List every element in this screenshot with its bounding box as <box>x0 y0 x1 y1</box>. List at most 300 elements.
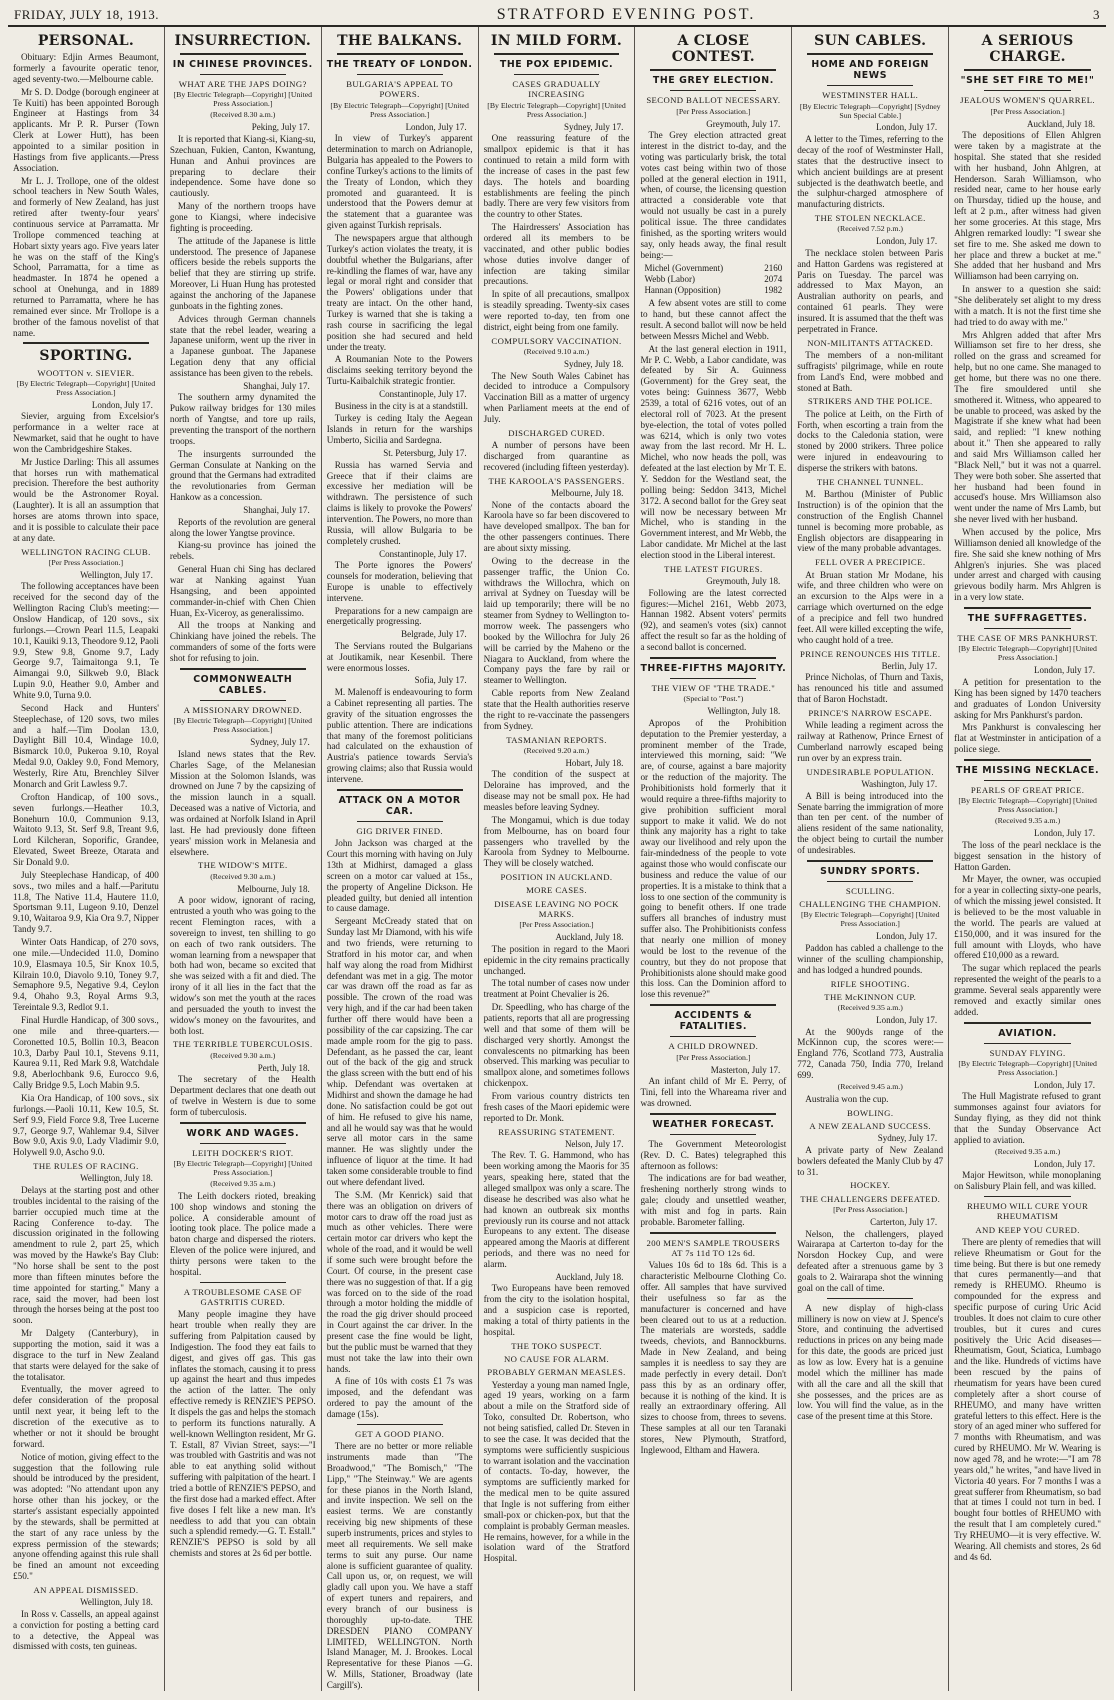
article-heading: REASSURING STATEMENT. <box>498 1126 615 1137</box>
article-paragraph: In answer to a question she said: "She deliberately set alight to my dress with a match. It is not the first time she had tried to do away with me." <box>954 284 1102 327</box>
dateline: Wellington, July 17. <box>80 569 153 580</box>
wire-credit: [By Electric Telegraph—Copyright] [United Press Association.] <box>173 1159 313 1177</box>
column-rule <box>984 90 1071 91</box>
wire-credit: (Received 9.20 a.m.) <box>523 745 590 755</box>
article-paragraph: In view of Turkey's apparent determination to march on Adrianople, Bulgaria has appealed to the Powers to confine Turkey's actions to the limits of the Treaty of London, which they promoted and guaranteed. It is understood that the Powers demur at the statement that a guarantee was given against Turkish reprisals. <box>326 133 473 231</box>
column-rule <box>670 678 756 679</box>
article-paragraph: A letter to the Times, referring to the decay of the roof of Westminster Hall, states that the destructive insect to which ancient buildings are at present subjected is the deathwatch beetle, and the sulphur-charged atmosphere of manufacturing districts. <box>797 134 944 210</box>
article-heading: GET A GOOD PIANO. <box>355 1428 445 1439</box>
wire-credit: [By Electric Telegraph—Copyright] [Sydney Sun Special Cable.] <box>799 101 941 120</box>
article-paragraph: A private party of New Zealand bowlers defeated the Manly Club by 47 to 31. <box>797 1144 944 1177</box>
article-paragraph: A new display of high-class millinery is now on view at J. Spence's Store, and continuing the advertised reductions in prices on any being made for this date, the goods are priced just as low as low. Every hat is a genuine model which the milliner has made with all the care and all the skill that she possesses, and the prices are as low. You will find the value, as in the case of the present time at this Store. <box>797 1302 944 1422</box>
article-paragraph: Paddon has cabled a challenge to the winner of the sculling championship, and has lodged a hundred pounds. <box>797 942 944 975</box>
article-paragraph: The police at Leith, on the Firth of Forth, when escorting a train from the docks to the Caledonia station, were stoned by 2000 strikers. Three police were injured in endeavouring to disperse the strikers with batons. <box>797 408 944 474</box>
subheading: "SHE SET FIRE TO ME!" <box>960 75 1095 87</box>
column-rule <box>357 1424 443 1425</box>
dateline: London, July 17. <box>1034 1079 1096 1090</box>
article-heading: FELL OVER A PRECIPICE. <box>815 557 926 568</box>
dateline: Auckland, July 18. <box>1027 118 1096 129</box>
wire-credit: [By Electric Telegraph—Copyright] [United Press Association.] <box>958 1058 1097 1077</box>
article-heading: BOWLING. <box>847 1107 894 1118</box>
candidate-votes: 2160 <box>764 263 783 274</box>
article-paragraph: The Servians routed the Bulgarians at Joutikamik, near Kesenbil. There were enormous losses. <box>326 640 473 673</box>
article-heading: COMPULSORY VACCINATION. <box>491 335 622 346</box>
wire-credit: [Per Press Association.] <box>990 106 1065 116</box>
subheading: THE SUFFRAGETTES. <box>967 613 1088 625</box>
wire-credit: [Per Press Association.] <box>519 920 594 930</box>
article-paragraph: M. Malenoff is endeavouring to form a Cabinet representing all parties. The gravity of the situation engrosses the public attention. There are indications that many of the foremost politicians had calculated on the exhaustion of Austria's patience towards Servia's growing claims; also that Russia would intervene. <box>326 687 473 784</box>
article-paragraph: The total number of cases now under treatment at Point Chevalier is 26. <box>483 978 630 1000</box>
article-paragraph: Eventually, the mover agreed to defer consideration of the proposal until next year, it being left to the discretion of the executive as to whether or not it should be brought forward. <box>13 1384 159 1449</box>
section-heading: IN MILD FORM. <box>490 33 623 49</box>
column-rule <box>200 1143 286 1144</box>
dateline: London, July 17. <box>405 121 467 132</box>
article-paragraph: At the 900yds range of the McKinnon cup, the scores were:—England 776, Scotland 773, Australia 772, Canada 750, India 770, Ireland 699. <box>797 1026 944 1081</box>
column-7 <box>949 27 1106 1691</box>
article-paragraph: Reports of the revolution are general along the lower Yangtse province. <box>169 516 316 538</box>
candidate-name: Michel (Government) <box>644 263 724 274</box>
article-paragraph: Advices through German channels state that the rebel leader, wearing a Japanese uniform, went up the river in a Japanese gunboat. The Japanese Legation deny that any official assistance has been given to the rebels. <box>169 313 316 378</box>
article-paragraph: Delays at the starting post and other troubles incidental to the raising of the barrier occupied much time at the Racing Conference to-day. The discussion originated in the following amendment to rule 2, part 25, which was moved by the Hawke's Bay Club: "No horse shall be sent to the post more than fifteen minutes before the time appointed for starting." Many a race, said the mover, had been lost through the horses being at the post too soon. <box>13 1185 159 1326</box>
article-heading: PEARLS OF GREAT PRICE. <box>970 785 1085 796</box>
article-paragraph: The loss of the pearl necklace is the biggest sensation in the history of Hatton Garden. <box>954 839 1102 872</box>
dateline: Hobart, July 18. <box>565 757 624 768</box>
article-paragraph: There are no better or more reliable instruments made than "The Broadwood," "The Bomisch," "The Lipp," "The Steinway." We are agents for these pianos in the North Island, and invite inspection. We sell on the easiest terms. We are constantly receiving big new shipments of these superb instruments, prices and styles to meet all requirements. We sell make terms to suit any purse. Our name alone is sufficient guarantee of quality. Call upon us, or, on request, we will gladly call upon you. We have a staff of expert tuners and repairers, and every branch of our business is thoroughly up-to-date. THE DRESDEN PIANO COMPANY LIMITED, WELLINGTON. North Island Manager, M. J. Brookes. Local Representative for these Pianos —G. W. Mills, Stationer, Broadway (late Cargill's). <box>326 1441 473 1690</box>
article-heading: THE TOKO SUSPECT. <box>511 1340 602 1351</box>
article-paragraph: The S.M. (Mr Kenrick) said that there was an obligation on drivers of motor cars to draw off the road just as much as other vehicles. There were certain motor car drivers who kept the whole of the road, and it would be well if some such were brought before the Court. Of course, in the present case there was no suggestion of that. If a gig was forced on to the side of the road through a motor holding the middle of the road the gig driver should proceed in Court against the car driver. In the present case the fine would be light, but the public must be warned that they must not take the law into their own hands. <box>326 1189 473 1374</box>
dateline: Nelson, July 17. <box>564 1138 624 1149</box>
article-paragraph: Following are the latest corrected figures:—Michel 2161, Webb 2073, Hannan 1982. Absent voters' permits (92), and seamen's votes (six) cannot affect the result so far as the holding of a second ballot is concerned. <box>640 587 787 653</box>
poll-row <box>640 285 786 296</box>
article-paragraph: A few absent votes are still to come to hand, but these cannot affect the result. A second ballot will now be held between Messrs Michel and Webb. <box>640 298 787 341</box>
article-heading: STRIKERS AND THE POLICE. <box>807 396 933 407</box>
article-paragraph: Russia has warned Servia and Greece that if their claims are excessive her mediation will be withdrawn. The persistence of such claims is likely to provoke the Powers' intervention. The Powers, no more than Russia, will allow Bulgaria to be completely crushed. <box>326 459 473 546</box>
article-heading: RIFLE SHOOTING. <box>830 978 910 989</box>
article-paragraph: Cable reports from New Zealand state that the Health authorities reserve the right to re-vaccinate the passengers from Sydney. <box>483 688 630 731</box>
article-paragraph: Prince Nicholas, of Thurn and Taxis, has renounced his title and assumed that of Baron Hochstadt. <box>797 672 944 705</box>
subheading: THE GREY ELECTION. <box>652 75 774 87</box>
dateline: Berlin, July 17. <box>881 660 938 671</box>
poll-row <box>640 263 786 274</box>
wire-credit: (Received 9.35 a.m.) <box>210 1178 276 1188</box>
article-paragraph: The Hairdressers' Association has ordered all its members to be vaccinated, and other public bodies whose duties involve danger of infection are taking similar precautions. <box>483 222 630 287</box>
article-heading: THE CHANNEL TUNNEL. <box>816 476 924 487</box>
article-paragraph: The position in regard to the Maori epidemic in the city remains practically unchanged. <box>483 943 630 976</box>
masthead <box>8 6 1106 27</box>
dateline: London, July 17. <box>1034 828 1096 839</box>
article-heading: A CHILD DROWNED. <box>668 1041 759 1052</box>
dateline: Melbourne, July 18. <box>550 487 624 498</box>
article-paragraph: A poor widow, ignorant of racing, entrusted a youth who was going to the recent Flemington races, with a sovereign to invest, ten shilling to go on each of two rank outsiders. The woman learning from a newspaper that both had won, became so excited that she was seized with a fit and died. The irony of it all lies in the fact that the widow's son met the youth at the races and persuaded the youth to invest the widow's money on the favourites, and both lost. <box>169 895 316 1036</box>
subheading: SUNDRY SPORTS. <box>820 865 921 877</box>
wire-credit: [By Electric Telegraph—Copyright] [United Press Association.] <box>487 100 626 119</box>
wire-credit: (Received 8.30 a.m.) <box>210 110 276 120</box>
column-rule <box>23 342 149 344</box>
article-paragraph: At Bruan station Mr Modane, his wife, and three children who were on an excursion to the Alps were in a carriage which overturned on the edge of a precipice and fell two hundred feet. All were killed excepting the wife, who caught hold of a tree. <box>797 569 944 645</box>
article-heading: THE VIEW OF "THE TRADE." <box>651 683 776 693</box>
column-rule <box>357 821 443 822</box>
section-heading: SUN CABLES. <box>814 33 927 49</box>
article-heading: MORE CASES. <box>526 885 587 896</box>
dateline: London, July 17. <box>91 399 153 410</box>
article-paragraph: Mrs Ahlgren added that after Mrs Williamson set fire to her dress, she rolled on the grass and screamed for help, but no one came. She managed to get home, but there was no one there. The fire smouldered until she smothered it. Witness, who appeared to be unable to proceed, was asked by the Magistrate if she knew what had been said, and replied: "I knew nothing about it." Then she appeared to rally and said Mrs Williamson called her "Black Nell," but it was not a quarrel. They were both sober. She asserted that her husband had been found in accused's house. Mrs Williamson also went under the name of Mrs Lamb, but she never lived with her husband. <box>954 329 1102 525</box>
dateline: Perth, July 18. <box>257 1062 310 1073</box>
column-rule <box>180 1122 306 1124</box>
article-heading: WHAT ARE THE JAPS DOING? <box>178 79 307 90</box>
article-paragraph: The members of a non-militant suffragists' pilgrimage, while en route from Land's End, were mobbed and stoned at Bath. <box>797 350 944 393</box>
article-heading: SUNDAY FLYING. <box>989 1047 1066 1058</box>
article-paragraph: Sievier, arguing from Excelsior's performance in a welter race at Newmarket, said that he ought to have won the Cambridgeshire Stakes. <box>13 411 159 454</box>
column-rule <box>670 1134 756 1135</box>
wire-credit: (Received 9.45 a.m.) <box>837 1081 903 1091</box>
article-heading: TASMANIAN REPORTS. <box>506 734 607 745</box>
column-rule <box>964 69 1091 71</box>
article-heading: NON-MILITANTS ATTACKED. <box>807 337 934 348</box>
section-heading: INSURRECTION. <box>174 33 312 49</box>
subheading: ATTACK ON A MOTOR CAR. <box>338 794 461 817</box>
wire-credit: [Per Press Association.] <box>676 106 751 116</box>
article-heading: BULGARIA'S APPEAL TO POWERS. <box>346 79 454 100</box>
article-paragraph: A Bill is being introduced into the Senate barring the immigration of more than ten per cent. of the number of aliens resident of the same nationality, the object being to curtail the number of undesirables. <box>797 790 944 855</box>
article-heading: A NEW ZEALAND SUCCESS. <box>809 1120 932 1131</box>
column-2 <box>165 27 322 1691</box>
dateline: Sydney, July 17. <box>877 1133 938 1144</box>
masthead-title: STRATFORD EVENING POST. <box>496 6 756 23</box>
dateline: London, July 17. <box>1034 1158 1096 1169</box>
article-paragraph: John Jackson was charged at the Court this morning with having on July 13th at Midhirst, damaged a glass screen on a motor car valued at 15s., the property of Angeline Dickson. He pleaded guilty, but denied all intention to cause damage. <box>326 838 473 914</box>
article-paragraph: The attitude of the Japanese is little understood. The presence of Japanese officers beside the rebels supports the belief that they are stirring up strife. Moreover, Li Huan Hung has protested against the anchoring of the Japanese gunboats in the fighting zones. <box>169 235 316 311</box>
article-paragraph: Two Europeans have been removed from the city to the isolation hospital, and a suspicion case is reported, making a total of thirty patients in the hospital. <box>483 1283 630 1337</box>
column-rule <box>337 789 463 791</box>
section-heading: PERSONAL. <box>37 33 135 49</box>
article-paragraph: Australia won the cup. <box>805 1093 889 1104</box>
article-paragraph: One reassuring feature of the smallpox epidemic is that it has continued to retain a mild form with the increase of cases in the past few days. The hotels and boarding establishments are feeling the pinch badly. There are very few visitors from the country to other States. <box>483 133 630 220</box>
section-heading: SPORTING. <box>39 348 133 365</box>
article-heading: WESTMINSTER HALL. <box>822 90 919 101</box>
article-heading: PROBABLY GERMAN MEASLES. <box>487 1367 626 1378</box>
candidate-votes: 1982 <box>764 284 783 295</box>
article-heading: WELLINGTON RACING CLUB. <box>21 546 151 557</box>
article-heading: 200 MEN'S SAMPLE TROUSERS AT 7s 11d TO 12s 6d. <box>646 1237 781 1258</box>
wire-credit: [By Electric Telegraph—Copyright] [United Press Association.] <box>800 910 940 929</box>
article-heading: THE CHALLENGERS DEFEATED. <box>800 1193 941 1204</box>
article-paragraph: The newspapers argue that although Turkey's action violates the treaty, it is doubtful whether the Bulgarians, after re-kindling the flames of war, have any legal or moral right and consider that the Powers' obligations under that treaty are intact. On the other hand, Turkey is warned that she is taking a rash course in sacrificing the legal position she had secured and held under the treaty. <box>326 232 473 352</box>
column-rule <box>650 1232 776 1234</box>
article-paragraph: Owing to the decrease in the passenger traffic, the Union Co. withdraws the Willochra, which on arrival at Sydney on Tuesday will be laid up temporarily; there will be no steamer from Sydney to Wellington to-morrow week. The passengers who booked by the Willochra for July 26 will be carried by the Maheno or the Niagara to Auckland, from where the Company pays the fare by rail or steamer to Wellington. <box>483 555 630 686</box>
article-paragraph: The depositions of Ellen Ahlgren were taken by a magistrate at the hospital. She stated that she resided with her husband, John Ahlgren, at Henderson. Sarah Williamson, who resided near, came to her house early on Thursday, tidied up the house, and left at 2 p.m., after witness had given her some groceries. At this stage, Mrs Ahlgren remarked loudly: "I swear she set fire to me. She asked me down to her place and threw a bucket at me." She added that her husband and Mrs Williamson had been carrying on. <box>954 130 1102 282</box>
subheading: WEATHER FORECAST. <box>652 1118 775 1130</box>
article-heading: HOCKEY. <box>850 1180 891 1191</box>
article-heading: SCULLING. <box>845 885 895 896</box>
column-1 <box>8 27 165 1691</box>
dateline: Sydney, July 17. <box>250 737 310 748</box>
article-paragraph: None of the contacts aboard the Karoola have so far been discovered to have developed smallpox. The ban for the other passengers continues. There are about sixty missing. <box>483 499 630 553</box>
article-heading: A TROUBLESOME CASE OF GASTRITIS CURED. <box>183 1286 302 1307</box>
column-5 <box>635 27 792 1691</box>
article-heading: WOOTTON v. SIEVIER. <box>37 367 135 378</box>
article-paragraph: While leading a regiment across the railway at Rathenow, Prince Ernest of Cumberland narrowly escaped being run over by an express train. <box>797 720 944 763</box>
dateline: Constantinople, July 17. <box>379 548 467 559</box>
article-paragraph: The insurgents surrounded the German Consulate at Nanking on the ground that the Germans had extradited the revolutionaries from German Hankow as a concession. <box>169 448 316 503</box>
article-paragraph: In spite of all precautions, smallpox is steadily spreading. Twenty-six cases were reported to-day, ten from one district, eight being from one family. <box>483 289 630 332</box>
article-paragraph: At the last general election in 1911, Mr P. C. Webb, a Labor candidate, was defeated by Sir A. Guinness (Government) for the Grey seat, the votes being: Guinness 3677, Webb 2539, a total of 6216 votes, out of an electoral roll of 7023. At the present bye-election, the total of votes polled was 6214, which is only two votes away from the last record. Mr H. L. Michel, who now heads the poll, was defeated at the last election by Mr T. E. Y. Seddon for the Westland seat, the polling being: Seddon 3413, Michel 3172. A second ballot for the Grey seat will now be necessary between Mr Michel, who is standing in the Government interest, and Mr Webb, the Labor candidate. Mr Michel at the last election stood in the Liberal interest. <box>640 343 787 561</box>
article-paragraph: The southern army dynamited the Pukow railway bridges for 130 miles north of Yangtse, and tore up rails, preventing the transport of the northern troops. <box>169 392 316 446</box>
dateline: Masterton, July 17. <box>710 1064 781 1075</box>
article-paragraph: It is reported that Kiang-si, Kiang-su, Szechuan, Fukien, Canton, Kwantung, Hunan and Anhui provinces are preparing to declare their independence. Some have done so cautiously. <box>169 133 316 199</box>
dateline: Wellington, July 18. <box>80 1597 153 1608</box>
article-paragraph: Kiang-su province has joined the rebels. <box>169 540 316 562</box>
wire-credit: [By Electric Telegraph—Copyright] [United Press Association.] <box>958 644 1097 663</box>
article-paragraph: M. Barthou (Minister of Public Instruction) is of the opinion that the construction of the English Channel tunnel is becoming more probable, as English objectors are disappearing in view of the many probable advantages. <box>797 489 944 554</box>
wire-credit: [By Electric Telegraph—Copyright] [United Press Association.] <box>173 90 313 109</box>
article-heading: THE CASE OF MRS PANKHURST. <box>957 633 1098 644</box>
section-heading: A SERIOUS CHARGE. <box>981 33 1074 66</box>
article-paragraph: Second Hack and Hunters' Steeplechase, of 120 sovs, two miles and a half.—Tim Doolan 13.0, Daylight Bill 10.4, Windage 10.0, Bismarck 10.0, Pukeroa 9.10, Royal Medal 9.0, Oakley 9.0, Fond Memory, Westerly, Rire Atu, Brenchley Silver Monarch and Grit Lawless 9.7. <box>13 702 159 789</box>
wire-credit: (Received 9.35 a.m.) <box>995 816 1061 826</box>
column-rule <box>807 860 933 862</box>
column-rule <box>984 780 1071 781</box>
column-rule <box>514 74 600 75</box>
article-paragraph: A petition for presentation to the King has been signed by 1470 teachers and graduates of London University asking for Mrs Pankhurst's pardon. <box>954 676 1102 720</box>
column-rule <box>200 1282 286 1283</box>
article-paragraph: The Hull Magistrate refused to grant summonses against four aviators for Sunday flying, as they did not think that the Sunday Observance Act applied to aviation. <box>954 1091 1102 1145</box>
column-rule <box>827 1298 913 1299</box>
article-heading: CHALLENGING THE CHAMPION. <box>799 899 942 910</box>
article-paragraph: Mr Justice Darling: This all assumes that horses run with mathematical precision. Therefore the best authority would be the Astronomer Royal. (Laughter). It is all an assumption that horses are atoms thrown into space, and it is possible to calculate their pace at any date. <box>13 456 159 543</box>
column-rule <box>357 74 443 75</box>
wire-credit: [By Electric Telegraph—Copyright] [United Press Association.] <box>16 378 156 397</box>
article-heading: A MISSIONARY DROWNED. <box>183 705 302 715</box>
wire-credit: [Per Press Association.] <box>833 1204 908 1214</box>
poll-results <box>640 263 786 295</box>
dateline: London, July 17. <box>1034 665 1096 676</box>
article-heading: PRINCE RENOUNCES HIS TITLE. <box>799 648 941 659</box>
wire-credit: (Received 9.10 a.m.) <box>523 346 590 356</box>
article-paragraph: Values 10s 6d to 18s 6d. This is a characteristic Melbourne Clothing Co. offer. All samples that have survived their usefulness so far as the manufacturer is concerned and have been cleared out to us at a reduction. The materials are worsteds, saddle tweeds, cheviots, and Bannockburns. Made in New Zealand, and being samples it is needless to say they are made perfectly in every detail. Don't pass this by as an ordinary offer, because it is nothing of the kind. It is really an extraordinary offering. All sizes to choose from, threes to sevens. These samples at all our ten Taranaki stores, New Plymouth, Stratford, Inglewood, Eltham and Hawera. <box>640 1260 787 1455</box>
dateline: Sydney, July 17. <box>564 121 624 132</box>
subheading: COMMONWEALTH CABLES. <box>193 673 293 696</box>
column-rule <box>964 759 1091 761</box>
article-paragraph: Yesterday a young man named Ingle, aged 19 years, working on a farm about a mile on the Stratford side of Toko, consulted Dr. Robertson, who not being satisfied, called Dr. Steven in to see the case. It was decided that the symptoms were sufficiently suspicious to warrant isolation and the vaccination of contacts. To-day, however, the symptoms are sufficiently marked for the medical men to be quite assured that Ingle is not suffering from either small-pox or chicken-pox, but that the complaint is probably German measles. He remains, however, for a while in the isolation ward of the Stratford Hospital. <box>483 1379 630 1564</box>
wire-credit: [By Electric Telegraph—Copyright] [United Press Association.] <box>330 100 469 119</box>
column-3 <box>322 27 479 1691</box>
article-paragraph: Obituary: Edjin Armes Beaumont, formerly a favourite operatic tenor, aged seventy-two.—Melbourne cable. <box>13 52 159 84</box>
article-paragraph: Many of the northern troops have gone to Kiangsi, where indecisive fighting is proceeding. <box>169 201 316 233</box>
column-rule <box>964 1022 1091 1024</box>
article-paragraph: The New South Wales Cabinet has decided to introduce a Compulsory Vaccination Bill as a matter of urgency when Parliament meets at the end of July. <box>483 370 630 424</box>
article-paragraph: July Steeplechase Handicap, of 400 sovs., two miles and a half.—Paritutu 11.8, The Native 11.4, Hautere 11.0, Sportsman 9.11, Lugeon 9.10, Denzel 9.10, Waitaroa 9.9, Kia Ora 9.7, Nipper Tandy 9.7. <box>13 869 159 935</box>
article-paragraph: A Roumanian Note to the Powers disclaims seeking territory beyond the Turtu-Kaibalchik strategic frontier. <box>326 354 473 387</box>
article-heading: CASES GRADUALLY INCREASING <box>512 79 601 100</box>
dateline: London, July 17. <box>876 1015 938 1025</box>
article-paragraph: Mr S. D. Dodge (borough engineer at Te Kuiti) has been appointed Borough Engineer at Hastings from 34 applicants. Mr P. R. Purser (Town Clerk at Lower Hutt), has been appointed to a similar position in Hastings from five applicants.—Press Association. <box>13 86 159 173</box>
article-heading: THE WIDOW'S MITE. <box>198 860 288 871</box>
article-heading: AN APPEAL DISMISSED. <box>33 1584 139 1595</box>
column-rule <box>337 53 463 55</box>
article-heading: DISCHARGED CURED. <box>508 427 605 438</box>
article-heading: THE RULES OF RACING. <box>33 1161 139 1172</box>
dateline: Shanghai, July 17. <box>243 380 310 391</box>
article-paragraph: Island news states that the Rev. Charles Sage, of the Melanesian Mission at the Solomon Islands, was drowned on June 7 by the capsizing of the mission launch in a squall. Deceased was a native of Victoria, and was ordained at Norfolk Island in April last. He had previously done fifteen years' mission work in Melanesia and elsewhere. <box>169 748 316 857</box>
wire-credit: (Received 7.52 p.m.) <box>837 224 904 234</box>
article-paragraph: Mr Dalgety (Canterbury), in supporting the motion, said it was a disgrace to the turf in New Zealand that starts were delayed for the sake of the totalisator. <box>13 1328 159 1382</box>
subheading: IN CHINESE PROVINCES. <box>172 59 313 71</box>
dateline: St. Petersburg, July 17. <box>383 448 467 459</box>
article-heading: PRINCE'S NARROW ESCAPE. <box>808 708 933 719</box>
column-rule <box>670 1036 756 1037</box>
subheading: WORK AND WAGES. <box>186 1127 300 1139</box>
wire-credit: (Received 9.35 a.m.) <box>837 1003 903 1013</box>
column-rule <box>807 53 933 55</box>
wire-credit: (Special to "Post.") <box>683 694 744 704</box>
subheading: THREE-FIFTHS MAJORITY. <box>640 662 787 674</box>
article-paragraph: The following acceptances have been received for the second day of the Wellington Racing Club's meeting:—Onslow Handicap, of 120 sovs., six furlongs.—Crown Pearl 11.5, Leapaki 10.1, Kauiki 9.13, Theodore 9.12, Paoli 9.9, Stew 9.8, Gnome 9.7, Lady George 9.7, Taimaitonga 9.1, Te Aimangai 9.0, Silkweb 9.0, Black Lupin 9.0, Heather 9.0, Amber and White 9.0, Turna 9.0. <box>13 581 159 701</box>
article-heading: THE STOLEN NECKLACE. <box>814 213 926 224</box>
column-rule <box>200 74 286 75</box>
article-heading: RHEUMO WILL CURE YOUR RHEUMATISM <box>966 1200 1089 1222</box>
article-paragraph: All the troops at Nanking and Chinkiang have joined the rebels. The commanders of some of the forts were shot for refusing to join. <box>169 620 316 663</box>
candidate-name: Hannan (Opposition) <box>644 284 721 295</box>
article-paragraph: A number of persons have been discharged from quarantine as recovered (including fifteen yesterday). <box>483 440 630 472</box>
article-paragraph: General Huan chi Sing has declared war at Nanking against Yuan Hsangsing, and been appointed commander-in-chief with Chen Chien Huan, Ex-Viceroy, as generalissimo. <box>169 564 316 618</box>
column-rule <box>670 90 756 91</box>
dateline: Belgrade, July 17. <box>401 629 467 640</box>
article-heading: GIG DRIVER FINED. <box>356 826 443 837</box>
subheading: AVIATION. <box>998 1027 1057 1039</box>
article-paragraph: The Grey election attracted great interest in the district to-day, and the voting was particularly brisk, the total votes cast being within two of those polled at the general election in 1911, when, of course, the licensing question attracted a considerable vote that would not usually be cast in a purely political issue. The three candidates finished, as the sporting writers would say, only heads away, the final result being:— <box>640 130 787 260</box>
dateline: Peking, July 17. <box>251 122 310 133</box>
page-number: 3 <box>1092 7 1100 22</box>
article-paragraph: The sugar which replaced the pearls represented the weight of the pearls to a gramme. Several seals apparently were removed and exactly similar ones added. <box>954 963 1102 1017</box>
masthead-date: FRIDAY, JULY 18, 1913. <box>14 7 160 22</box>
wire-credit: [By Electric Telegraph—Copyright] [United Press Association.] <box>958 796 1097 815</box>
dateline: Auckland, July 18. <box>555 1271 624 1282</box>
article-heading: JEALOUS WOMEN'S QUARREL. <box>960 95 1095 106</box>
column-rule <box>650 69 776 71</box>
article-heading: THE KAROOLA'S PASSENGERS. <box>488 475 625 486</box>
article-paragraph: The indications are for bad weather, freshening northerly strong winds to gale; cloudy and unsettled weather, with mist and fog in parts. Rain probable. Barometer falling. <box>640 1173 787 1227</box>
column-rule <box>494 53 620 55</box>
column-rule <box>827 881 913 882</box>
article-paragraph: Crofton Handicap, of 100 sovs., seven furlongs.—Heather 10.3, Bonehurn 10.0, Communion 9.13, Waitoto 9.13, St. Serf 9.8, Treant 9.6, Lord Kilcheran, Soporific, Grandee, Elevated, Sweet Breeze, Otarata and Sir Donald 9.0. <box>13 791 159 867</box>
subheading: ACCIDENTS & FATALITIES. <box>674 1010 753 1033</box>
article-paragraph: Mr Mayer, the owner, was occupied for a year in collecting sixty-one pearls, of which the missing jewel consisted. It is believed to be the most valuable in the world. The pearls are valued at £150,000, and it was insured for the full amount with Lloyds, who have offered £10,000 as a reward. <box>954 874 1102 961</box>
wire-credit: [Per Press Association.] <box>48 557 124 567</box>
article-heading: AND KEEP YOU CURED. <box>975 1224 1080 1235</box>
article-paragraph: Preparations for a new campaign are energetically progressing. <box>326 605 473 627</box>
article-paragraph: The Mongamui, which is due today from Melbourne, has on board four passengers who travelled by the Karoola from Sydney to Melbourne. They will be closely watched. <box>483 814 630 869</box>
article-paragraph: The Government Meteorologist (Rev. D. C. Bates) telegraphed this afternoon as follows: <box>640 1138 787 1171</box>
candidate-name: Webb (Labor) <box>644 274 695 285</box>
column-rule <box>964 607 1091 609</box>
article-paragraph: Winter Oats Handicap, of 270 sovs, one mile.—Undecided 11.0, Domino 10.9, Elasmaya 10.5, Sir Knox 10.5, Kilrain 10.0, Diavolo 9.10, Toney 9.7, Semaphore 9.5, Negative 9.4, Ceylon 9.4, Ohaho 9.3, Royal Arms 9.3, Tereintale 9.3, Redlot 9.1. <box>13 936 159 1013</box>
article-paragraph: Many people imagine they have heart trouble when really they are suffering from Palpitation caused by Indigestion. The food they eat fails to digest, and gives off gas. This gas inflates the stomach, causing it to press up against the heart and thus impedes the action of the latter. The only effective remedy is RENZIE'S PEPSO. It dispels the gas and helps the stomach to perform its functions naturally. A well-known Wellington resident, Mr G. T. Estall, 87 Vivian Street, says:—"I was troubled with Gastritis and was not able to eat anything solid without suffering with palpitation of the heart. I tried a bottle of RENZIE'S PEPSO, and the first dose had a marked effect. After five doses I felt like a new man. It's needless to add that you can obtain such a splendid remedy.—G. T. Estall." RENZIE'S PEPSO is sold by all chemists and stores at 2s 6d per bottle. <box>169 1309 316 1559</box>
article-paragraph: A fine of 10s with costs £1 7s was imposed, and the defendant was ordered to pay the amount of the damage (15s). <box>326 1376 473 1419</box>
dateline: Auckland, July 18. <box>555 932 624 943</box>
dateline: Carterton, July 17. <box>870 1216 938 1227</box>
article-paragraph: From various country districts ten fresh cases of the Maori epidemic were reported to Dr. Monk. <box>483 1090 630 1123</box>
column-rule <box>650 1113 776 1115</box>
article-paragraph: Nelson, the challengers, played Wairarapa at Carterton to-day for the Norsdon Hockey Cup, and were defeated after a strenuous game by 3 goals to 2. Wairarapa shot the winning goal on the call of time. <box>797 1228 944 1293</box>
article-heading: DISEASE LEAVING NO POCK MARKS. <box>494 898 619 919</box>
column-rule <box>650 1004 776 1006</box>
article-paragraph: When accused by the police, Mrs Williamson denied all knowledge of the fire. She said she knew nothing of Mrs Ahlgren's injuries. She was placed under arrest and charged with causing grievous bodily harm. Mrs Ahlgren is in a very low state. <box>954 527 1102 603</box>
column-6 <box>792 27 949 1691</box>
wire-credit: (Received 9.35 a.m.) <box>995 1146 1061 1156</box>
subheading: THE POX EPIDEMIC. <box>499 59 614 71</box>
article-paragraph: The secretary of the Health Department declares that one death out of twelve in Western is due to some form of tuberculosis. <box>169 1074 316 1117</box>
column-rule <box>180 668 306 670</box>
article-paragraph: Final Hurdle Handicap, of 300 sovs., one mile and three-quarters.—Coronetted 10.5, Bollin 10.3, Beacon 10.3, Darby Paul 10.1, Stevens 9.11, Kaurea 9.11, Red Mark 9.8, Watchdale 9.8, Aberlochbank 9.6, Eurocco 9.6, Cally Bridge 9.5, Loch Mabin 9.5. <box>13 1014 159 1091</box>
article-paragraph: The Porte ignores the Powers' counsels for moderation, believing that Europe is unable to effectively intervene. <box>326 560 473 603</box>
article-paragraph: Major Hewitson, while monoplaning on Salisbury Plain fell, and was killed. <box>954 1170 1102 1192</box>
poll-row <box>640 274 786 285</box>
article-paragraph: Mr L. J. Trollope, one of the oldest school teachers in New South Wales, and formerly of New Zealand, has just retired after twenty-four years' continuous service at Parramatta. Mr Trollope commenced teaching at Hobart sixty years ago. Five years later he was on the staff of the King's School, Parramatta, for a time as headmaster. In 1874 he opened a school at Onehunga, and in 1889 returned to Parramatta, where he has remained ever since. Mr Trollope is a brother of the famous novelist of that name. <box>13 175 159 338</box>
article-paragraph: Apropos of the Prohibition deputation to the Premier yesterday, a prominent member of the Trade, interviewed this morning, said: "We are, of course, against a bare majority or the reduction of the majority. The Prohibitionists hold formerly that it would require a three-fifths majority to give prohibition sufficient moral support to make it valid. We do not think any majority has a right to take away our livelihood and rely upon the fair-mindedness of the people to vote against those who would confiscate our business and reduce the value of our properties. It is a mistake to think that a loss to one section of the community is going to benefit others. If one trade suffers all branches of industry must suffer also. The Prohibitionists confess that nearly one million of money would be lost to the revenue of the country, but they do not propose that Prohibitionists alone should make good this loss. Can the Dominion afford to lose this revenue?" <box>640 717 787 1000</box>
subheading: HOME AND FOREIGN NEWS <box>811 59 930 82</box>
dateline: Melbourne, July 18. <box>237 883 310 894</box>
article-paragraph: Kia Ora Handicap, of 100 sovs., six furlongs.—Paoli 10.11, Kew 10.5, St. Serf 9.9, Field Force 9.8, Tree Lucerne 9.7, George 9.7, Wahlemar 9.4, Silver Bow 9.0, Axis 9.0, Lady Vladimir 9.0, Holywell 9.0, Ascho 9.0. <box>13 1092 159 1158</box>
column-4 <box>479 27 636 1691</box>
wire-credit: (Received 9.30 a.m.) <box>210 871 276 881</box>
column-rule <box>984 1043 1071 1044</box>
article-heading: THE LATEST FIGURES. <box>664 563 763 574</box>
dateline: Greymouth, July 17. <box>706 118 781 129</box>
article-paragraph: The necklace stolen between Paris and Hatton Gardens was registered at Paris on Tuesday. The parcel was addressed to Max Mayon, an Australian authority on pearls, and contained 61 pearls. They were insured. It is assumed that the theft was perpetrated in France. <box>797 247 944 334</box>
article-paragraph: Mrs Pankhurst is convalescing her flat at Westminster in anticipation of a police siege. <box>954 722 1102 755</box>
article-paragraph: An infant child of Mr E. Perry, of Tini, fell into the Whareama river and was drowned. <box>640 1076 787 1108</box>
article-heading: UNDESIRABLE POPULATION. <box>806 766 934 777</box>
article-heading: LEITH DOCKER'S RIOT. <box>192 1147 294 1158</box>
article-paragraph: Dr. Speedling, who has charge of the patients, reports that all are progressing well and that some of them will be discharged very shortly. Amongst the convalescents no pitmarking has been observed. This marking was peculiar to smallpox alone, and sometimes follows chickenpox. <box>483 1002 630 1089</box>
dateline: Washington, July 17. <box>861 779 938 790</box>
dateline: London, July 17. <box>876 236 938 247</box>
dateline: Wellington, July 18. <box>80 1173 153 1184</box>
article-paragraph: Sergeant McCready stated that on Sunday last Mr Diamond, with his wife and two friends, were returning to Stratford in his motor car, and when half way along the road from Midhirst defendant was met in a gig. The motor car was drawn off the road as far as possible. The crown of the road was very high, and if the car had been taken further off there would have been a possibility of the car capsizing. The car made ample room for the gig to pass. Defendant, as he passed the car, leant out of the back of the gig and struck the glass screen with the butt end of his whip. Defendant was overtaken at Midhirst and shown the damage he had done. No satisfaction could be got out of him. He refused to give his name, and all he would say was that he would serve all motor cars in the same manner. He was slightly under the influence of liquor at the time. It had taken some considerable trouble to find out where defendant lived. <box>326 916 473 1187</box>
article-paragraph: Notice of motion, giving effect to the suggestion that the following rule should be introduced by the president, was adopted: "No attendant upon any horse other than his jockey, or the starter's assistant especially appointed by the stewards, shall be permitted at the start of any race unless by the express permission of the stewards; anyone offending against this rule shall be fined an amount not exceeding £50." <box>13 1451 159 1582</box>
column-rule <box>650 657 776 659</box>
article-heading: THE McKINNON CUP. <box>824 991 917 1002</box>
column-rule <box>827 85 913 86</box>
article-paragraph: The condition of the suspect at Deloraine has improved, and the disease may not be small pox. He had measles before leaving Sydney. <box>483 769 630 812</box>
article-paragraph: Turkey is ceding Italy the Aegean Islands in return for the warships Umberto, Sicilia and Sardegna. <box>326 413 473 446</box>
dateline: Sofia, July 17. <box>414 675 467 686</box>
dateline: London, July 17. <box>876 122 938 133</box>
article-paragraph: Business in the city is at a standstill. <box>334 400 468 411</box>
section-heading: A CLOSE CONTEST. <box>671 33 755 66</box>
dateline: Shanghai, July 17. <box>243 505 310 516</box>
wire-credit: (Received 9.30 a.m.) <box>210 1050 276 1060</box>
section-heading: THE BALKANS. <box>337 33 463 49</box>
wire-credit: [Per Press Association.] <box>676 1052 751 1062</box>
dateline: Greymouth, July 18. <box>706 576 781 587</box>
article-heading: THE TERRIBLE TUBERCULOSIS. <box>172 1039 313 1050</box>
article-heading: NO CAUSE FOR ALARM. <box>503 1354 610 1365</box>
candidate-votes: 2074 <box>764 274 783 285</box>
dateline: Wellington, July 18. <box>707 706 781 717</box>
article-paragraph: The Leith dockers rioted, breaking 100 shop windows and stoning the police. A considerable amount of looting took place. The police made a baton charge and dispersed the rioters. Eleven of the police were injured, and thirty persons were taken to the hospital. <box>169 1190 316 1277</box>
dateline: London, July 17. <box>876 931 938 942</box>
subheading: THE MISSING NECKLACE. <box>956 764 1100 776</box>
dateline: Constantinople, July 17. <box>379 389 467 399</box>
column-rule <box>200 700 286 701</box>
article-heading: POSITION IN AUCKLAND. <box>500 872 613 883</box>
article-paragraph: In Ross v. Cassells, an appeal against a conviction for posting a betting card to a detective, the Appeal was dismissed with costs, ten guineas. <box>13 1608 159 1652</box>
columns <box>8 27 1106 1691</box>
column-rule <box>984 1196 1071 1197</box>
column-rule <box>180 53 306 55</box>
subheading: THE TREATY OF LONDON. <box>326 59 473 71</box>
